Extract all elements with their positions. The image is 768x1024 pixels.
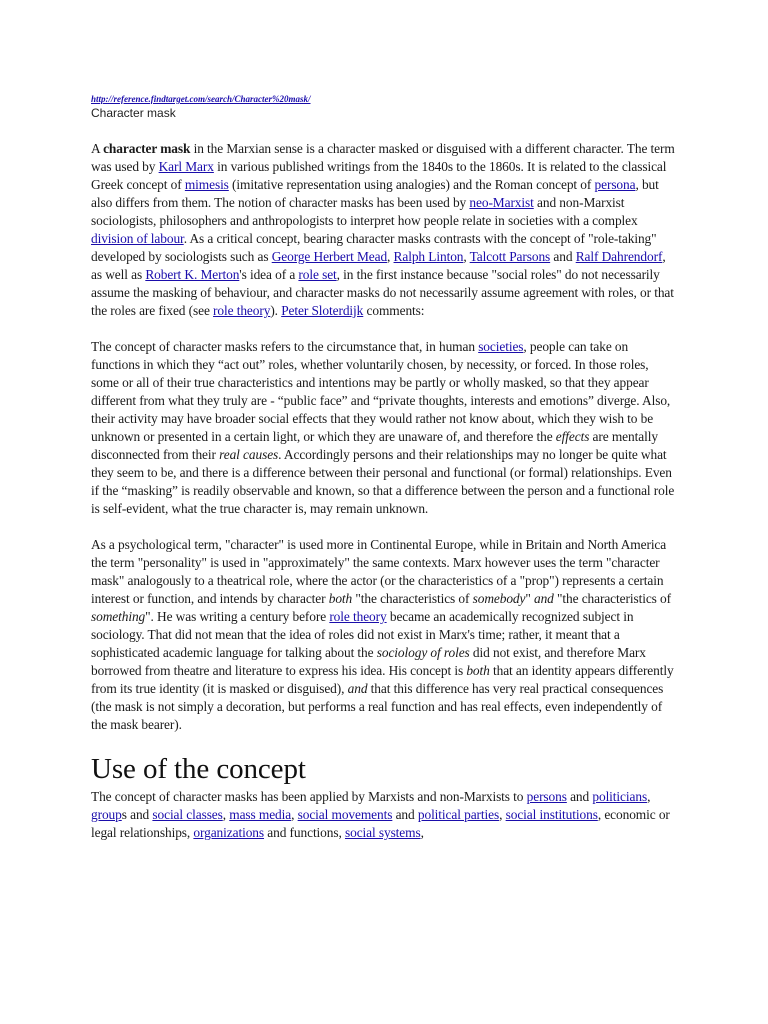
text: ,: [647, 789, 651, 804]
text: in various published writings from the 1840s to the 1860s. It is related to the classical Greek concept of: [91, 159, 667, 192]
link-robert-merton[interactable]: Robert K. Merton: [145, 267, 240, 282]
text: and functions,: [264, 825, 345, 840]
text: and: [550, 249, 576, 264]
text: comments:: [363, 303, 425, 318]
link-social-institutions[interactable]: social institutions: [505, 807, 598, 822]
text: ,: [420, 825, 424, 840]
italic-text: somebody: [472, 591, 526, 606]
link-role-set[interactable]: role set: [298, 267, 337, 282]
text: As a psychological term, "character" is used more in Continental Europe, while in Britain and North America the term "personality" is used in "approximately" the same contexts. Marx however uses the term "character mask" analogously to a theatrical role, where the actor (or the characteristics of a "prop") represents a certain interest or function, and intends by character: [91, 537, 667, 606]
link-social-systems[interactable]: social systems: [344, 825, 421, 840]
text: ,: [222, 807, 230, 822]
link-ralph-linton[interactable]: Ralph Linton: [393, 249, 464, 264]
text: and non-Marxist sociologists, philosophers and anthropologists to interpret how people relate in societies with a complex: [91, 195, 638, 228]
text: . Accordingly persons and their relationships may no longer be quite what they seem to be, and there is a difference between their personal and functional (or formal) relationships. Even if the “masking” is readily observable and known, so that a difference between the person and a functional role is self-evident, what the true character is, may remain unknown.: [91, 447, 675, 516]
paragraph-intro: [91, 140, 677, 320]
text: did not exist, and therefore Marx borrowed from theatre and literature to express his idea. His concept is: [91, 645, 646, 678]
text: ,: [499, 807, 506, 822]
text: and: [566, 789, 593, 804]
text: 's idea of a: [239, 267, 299, 282]
link-division-of-labour[interactable]: division of labour: [91, 231, 184, 246]
text: in the Marxian sense is a character masked or disguised with a different character. The term was used by: [91, 141, 675, 174]
text: and: [392, 807, 418, 822]
text: ,: [463, 249, 470, 264]
paragraph-use: [91, 788, 677, 842]
link-talcott-parsons[interactable]: Talcott Parsons: [469, 249, 551, 264]
link-persona[interactable]: persona: [594, 177, 636, 192]
text: ": [525, 591, 534, 606]
link-peter-sloterdijk[interactable]: Peter Sloterdijk: [281, 303, 364, 318]
section-heading: Use of the concept: [91, 753, 306, 785]
text: ).: [270, 303, 282, 318]
text: The concept of character masks refers to the circumstance that, in human: [91, 339, 479, 354]
article-body: [91, 140, 677, 860]
text: , economic or legal relationships,: [91, 807, 670, 840]
link-organizations[interactable]: organizations: [193, 825, 265, 840]
link-politicians[interactable]: politicians: [592, 789, 648, 804]
link-political-parties[interactable]: political parties: [417, 807, 500, 822]
text: "the characteristics of: [352, 591, 473, 606]
link-societies[interactable]: societies: [478, 339, 524, 354]
italic-text: both: [466, 663, 490, 678]
text: "the characteristics of: [553, 591, 671, 606]
link-mimesis[interactable]: mimesis: [184, 177, 229, 192]
text: are mentally disconnected from their: [91, 429, 658, 462]
term-bold: character mask: [103, 141, 191, 156]
text: (imitative representation using analogies) and the Roman concept of: [228, 177, 595, 192]
link-george-herbert-mead[interactable]: George Herbert Mead: [271, 249, 388, 264]
italic-text: and: [533, 591, 554, 606]
text: s and: [121, 807, 153, 822]
text: , people can take on functions in which they “act out” roles, whether voluntarily chosen, by necessity, or forced. In those roles, some or all of their true characteristics and intentions may be partly or wholly masked, so that they appear different from what they truly are - “public face” and “private thoughts, interests and emotions” diverge. Also, their activity may have broader social effects that they would rather not know about, which they wish to be unknown or presented in a certain light, or which they are unaware of, and therefore the: [91, 339, 671, 444]
link-role-theory-2[interactable]: role theory: [329, 609, 387, 624]
text: ,: [291, 807, 298, 822]
link-social-movements[interactable]: social movements: [297, 807, 393, 822]
source-url-link[interactable]: http://reference.findtarget.com/search/Character%20mask/: [91, 94, 311, 104]
text: that an identity appears differently from its true identity (it is masked or disguised),: [91, 663, 674, 696]
link-karl-marx[interactable]: Karl Marx: [158, 159, 214, 174]
italic-text: real causes: [219, 447, 279, 462]
link-role-theory[interactable]: role theory: [213, 303, 271, 318]
italic-text: something: [91, 609, 146, 624]
link-group[interactable]: group: [91, 807, 122, 822]
page-subtitle: Character mask: [91, 106, 176, 120]
text: , as well as: [91, 249, 666, 282]
link-ralf-dahrendorf[interactable]: Ralf Dahrendorf: [575, 249, 663, 264]
text: , in the first instance because "social roles" do not necessarily assume the masking of behaviour, and character masks do not necessarily assume agreement with roles, or that the roles are fixed (see: [91, 267, 674, 318]
link-neo-marxist[interactable]: neo-Marxist: [469, 195, 534, 210]
italic-text: both: [328, 591, 353, 606]
paragraph-quote: [91, 338, 677, 518]
text: became an academically recognized subject in sociology. That did not mean that the idea of roles did not exist in Marx's time; rather, it meant that a sophisticated academic language for talking about the: [91, 609, 634, 660]
link-mass-media[interactable]: mass media: [229, 807, 292, 822]
text: ". He was writing a century before: [145, 609, 330, 624]
link-persons[interactable]: persons: [526, 789, 567, 804]
text: . As a critical concept, bearing character masks contrasts with the concept of "role-taking" developed by sociologists such as: [91, 231, 657, 264]
text: ,: [387, 249, 394, 264]
italic-text: effects: [555, 429, 590, 444]
text: The concept of character masks has been applied by Marxists and non-Marxists to: [91, 789, 527, 804]
text: that this difference has very real practical consequences (the mask is not simply a decoration, but performs a real function and has real effects, even independently of the mask bearer).: [91, 681, 664, 732]
italic-text: sociology of roles: [376, 645, 470, 660]
text: A: [91, 141, 104, 156]
text: , but also differs from them. The notion of character masks has been used by: [91, 177, 659, 210]
link-social-classes[interactable]: social classes: [152, 807, 223, 822]
italic-text: and: [347, 681, 368, 696]
paragraph-psychological: [91, 536, 677, 734]
